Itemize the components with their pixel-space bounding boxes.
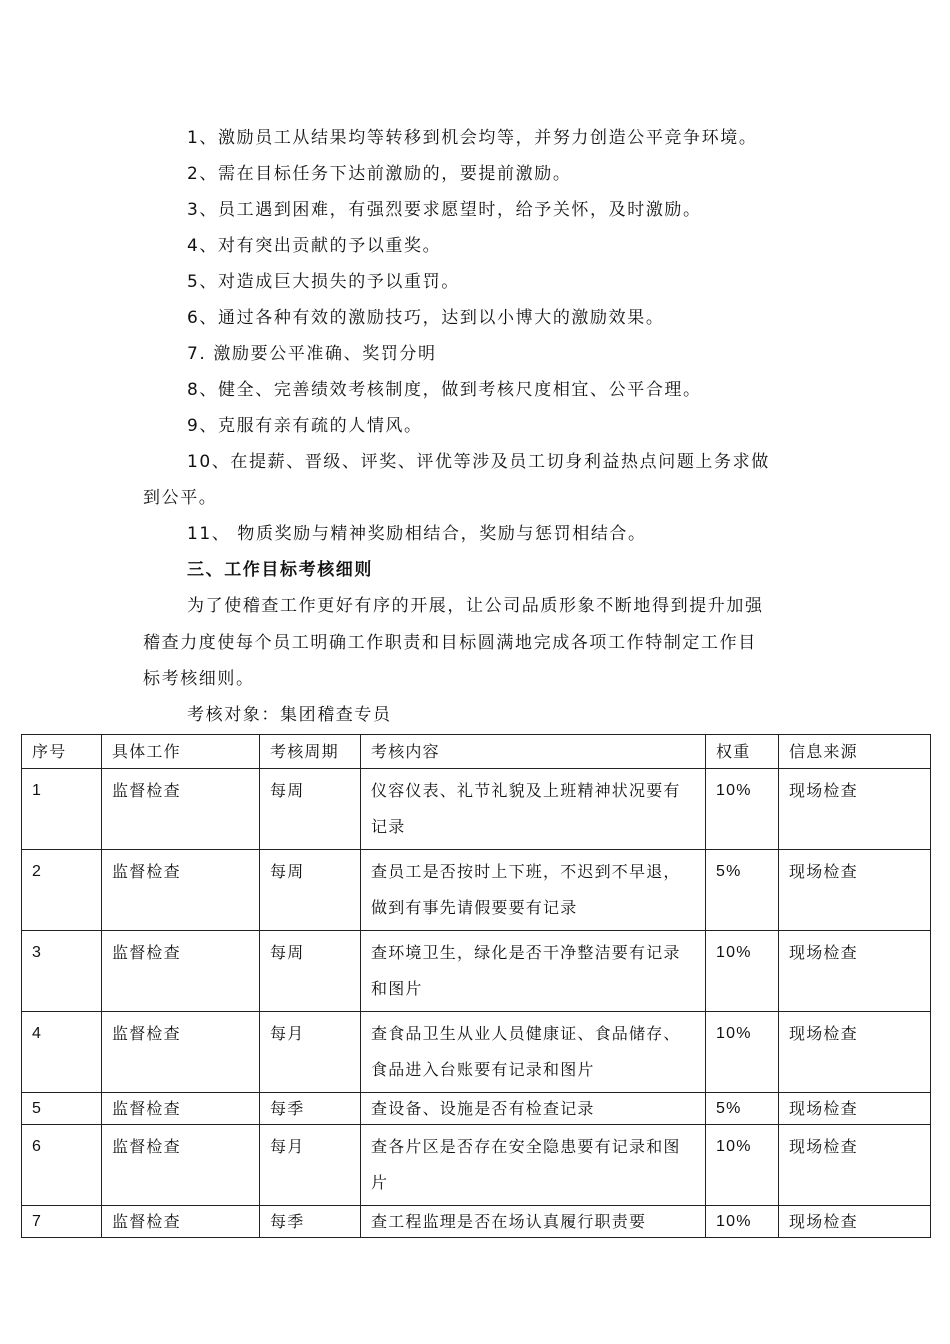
cell-content: 查食品卫生从业人员健康证、食品储存、食品进入台账要有记录和图片 [361,1012,706,1093]
cell-weight: 10% [706,1125,779,1206]
cell-weight: 10% [706,1206,779,1238]
cell-weight: 5% [706,1093,779,1125]
cell-no: 3 [22,931,102,1012]
cell-work: 监督检查 [102,1125,260,1206]
cell-no: 4 [22,1012,102,1093]
cell-weight: 10% [706,931,779,1012]
intro-paragraph-line: 稽查力度使每个员工明确工作职责和目标圆满地完成各项工作特制定工作目 [143,633,757,653]
cell-cycle: 每季 [260,1206,361,1238]
cell-work: 监督检查 [102,1206,260,1238]
cell-weight: 10% [706,769,779,850]
cell-source: 现场检查 [779,1206,931,1238]
table-row [22,769,931,850]
table-row [22,1012,931,1093]
column-header: 具体工作 [102,735,260,769]
intro-paragraph-line: 标考核细则。 [143,669,255,689]
column-header: 考核周期 [260,735,361,769]
list-item: 3、员工遇到困难，有强烈要求愿望时，给予关怀，及时激励。 [187,200,702,220]
cell-work: 监督检查 [102,931,260,1012]
column-header: 序号 [22,735,102,769]
list-item: 6、通过各种有效的激励技巧，达到以小博大的激励效果。 [187,308,665,328]
column-header: 信息来源 [779,735,931,769]
cell-weight: 5% [706,850,779,931]
list-item: 11、 物质奖励与精神奖励相结合，奖励与惩罚相结合。 [187,524,647,544]
cell-cycle: 每周 [260,850,361,931]
table-row [22,850,931,931]
table-row [22,1206,931,1238]
cell-work: 监督检查 [102,1012,260,1093]
cell-work: 监督检查 [102,1093,260,1125]
intro-paragraph-line: 为了使稽查工作更好有序的开展，让公司品质形象不断地得到提升加强 [187,596,764,616]
list-item: 7. 激励要公平准确、奖罚分明 [187,344,437,364]
table-header-row [22,735,931,769]
list-item: 1、激励员工从结果均等转移到机会均等，并努力创造公平竞争环境。 [187,128,758,148]
cell-weight: 10% [706,1012,779,1093]
cell-source: 现场检查 [779,850,931,931]
cell-work: 监督检查 [102,769,260,850]
cell-cycle: 每月 [260,1012,361,1093]
cell-no: 5 [22,1093,102,1125]
cell-source: 现场检查 [779,1012,931,1093]
cell-source: 现场检查 [779,1125,931,1206]
cell-work: 监督检查 [102,850,260,931]
cell-no: 7 [22,1206,102,1238]
cell-cycle: 每月 [260,1125,361,1206]
list-item: 8、健全、完善绩效考核制度，做到考核尺度相宜、公平合理。 [187,380,702,400]
cell-content: 查各片区是否存在安全隐患要有记录和图片 [361,1125,706,1206]
cell-cycle: 每周 [260,931,361,1012]
cell-cycle: 每周 [260,769,361,850]
cell-source: 现场检查 [779,1093,931,1125]
column-header: 考核内容 [361,735,706,769]
cell-cycle: 每季 [260,1093,361,1125]
list-item: 10、在提薪、晋级、评奖、评优等涉及员工切身利益热点问题上务求做 [187,452,770,472]
list-item: 2、需在目标任务下达前激励的，要提前激励。 [187,164,572,184]
assessment-target: 考核对象：集团稽查专员 [187,705,392,725]
list-item: 4、对有突出贡献的予以重奖。 [187,236,442,256]
cell-content: 查员工是否按时上下班，不迟到不早退，做到有事先请假要要有记录 [361,850,706,931]
cell-content: 仪容仪表、礼节礼貌及上班精神状况要有记录 [361,769,706,850]
cell-no: 6 [22,1125,102,1206]
table-row [22,1093,931,1125]
cell-source: 现场检查 [779,769,931,850]
list-item-continuation: 到公平。 [143,488,218,508]
cell-content: 查设备、设施是否有检查记录 [361,1093,706,1125]
section-heading: 三、工作目标考核细则 [187,560,373,580]
cell-no: 2 [22,850,102,931]
cell-content: 查环境卫生，绿化是否干净整洁要有记录和图片 [361,931,706,1012]
column-header: 权重 [706,735,779,769]
cell-content: 查工程监理是否在场认真履行职责要 [361,1206,706,1238]
table-row [22,1125,931,1206]
assessment-table [21,734,931,1238]
cell-no: 1 [22,769,102,850]
table-row [22,931,931,1012]
cell-source: 现场检查 [779,931,931,1012]
list-item: 9、克服有亲有疏的人情风。 [187,416,423,436]
list-item: 5、对造成巨大损失的予以重罚。 [187,272,460,292]
